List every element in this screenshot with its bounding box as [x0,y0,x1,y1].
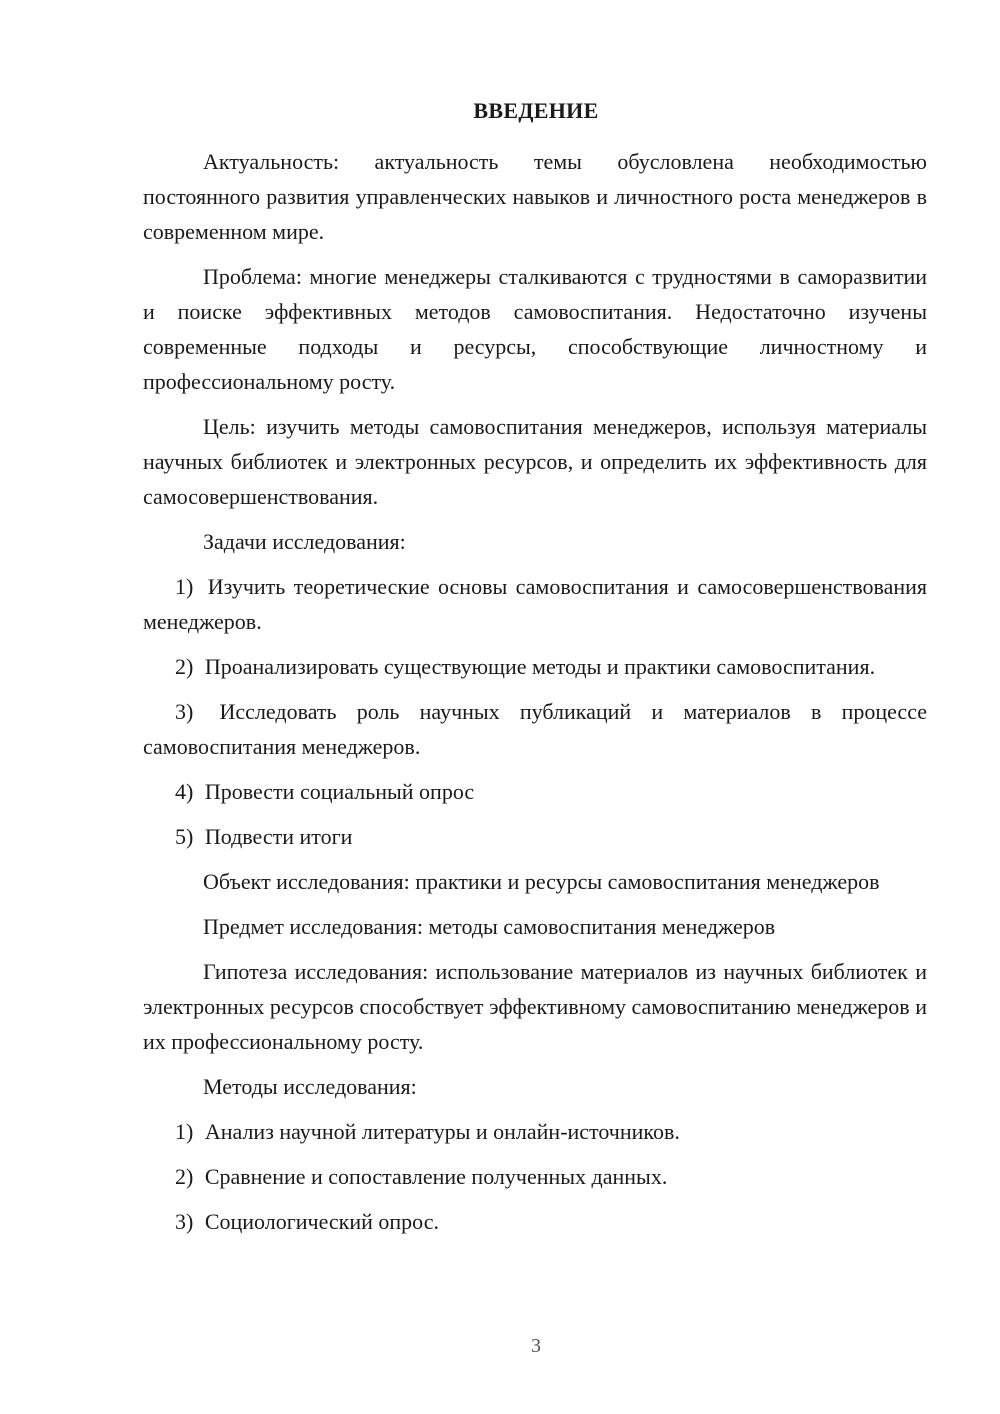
section-title: ВВЕДЕНИЕ [473,98,599,123]
task-item-text: Подвести итоги [204,824,353,849]
document-body [143,144,927,1249]
task-item-1 [143,569,927,639]
page-number: 3 [531,1335,541,1357]
method-item-number: 1) [175,1119,194,1144]
task-item-text: Провести социальный опрос [204,779,475,804]
hypothesis-paragraph: Гипотеза исследования: использование материалов из научных библиотек и электронных ресурсов способствует эффективному самовоспитанию менеджеров и их профессиональному росту. [143,959,927,1054]
method-item-text: Анализ научной литературы и онлайн-источников. [204,1119,680,1144]
method-item-1 [143,1114,927,1149]
method-item-2 [143,1159,927,1194]
task-item-number: 5) [175,824,194,849]
task-item-number: 2) [175,654,194,679]
method-item-text: Сравнение и сопоставление полученных данных. [204,1164,668,1189]
tasks-heading: Задачи исследования: [203,529,406,554]
task-item-number: 4) [175,779,194,804]
task-item-4 [143,774,927,809]
task-item-text: Проанализировать существующие методы и практики самовоспитания. [204,654,876,679]
method-item-3 [143,1204,927,1239]
goal-paragraph: Цель: изучить методы самовоспитания менеджеров, используя материалы научных библиотек и электронных ресурсов, и определить их эффективность для самосовершенствования. [143,414,927,509]
method-item-number: 2) [175,1164,194,1189]
task-item-text: Исследовать роль научных публикаций и материалов в процессе самовоспитания менеджеров. [143,699,927,759]
problem-paragraph: Проблема: многие менеджеры сталкиваются с трудностями в саморазвитии и поиске эффективных методов самовоспитания. Недостаточно изучены современные подходы и ресурсы, способствующие личностному и профессиональному росту. [143,264,927,394]
task-item-2 [143,649,927,684]
task-item-text: Изучить теоретические основы самовоспитания и самосовершенствования менеджеров. [143,574,927,634]
task-item-number: 3) [175,699,194,724]
relevance-paragraph: Актуальность: актуальность темы обусловлена необходимостью постоянного развития управленческих навыков и личностного роста менеджеров в современном мире. [143,149,927,244]
method-item-number: 3) [175,1209,194,1234]
subject-paragraph: Предмет исследования: методы самовоспитания менеджеров [203,914,776,939]
task-item-3 [143,694,927,764]
object-paragraph: Объект исследования: практики и ресурсы самовоспитания менеджеров [203,869,880,894]
methods-heading: Методы исследования: [203,1074,417,1099]
task-item-number: 1) [175,574,194,599]
task-item-5 [143,819,927,854]
method-item-text: Социологический опрос. [204,1209,439,1234]
